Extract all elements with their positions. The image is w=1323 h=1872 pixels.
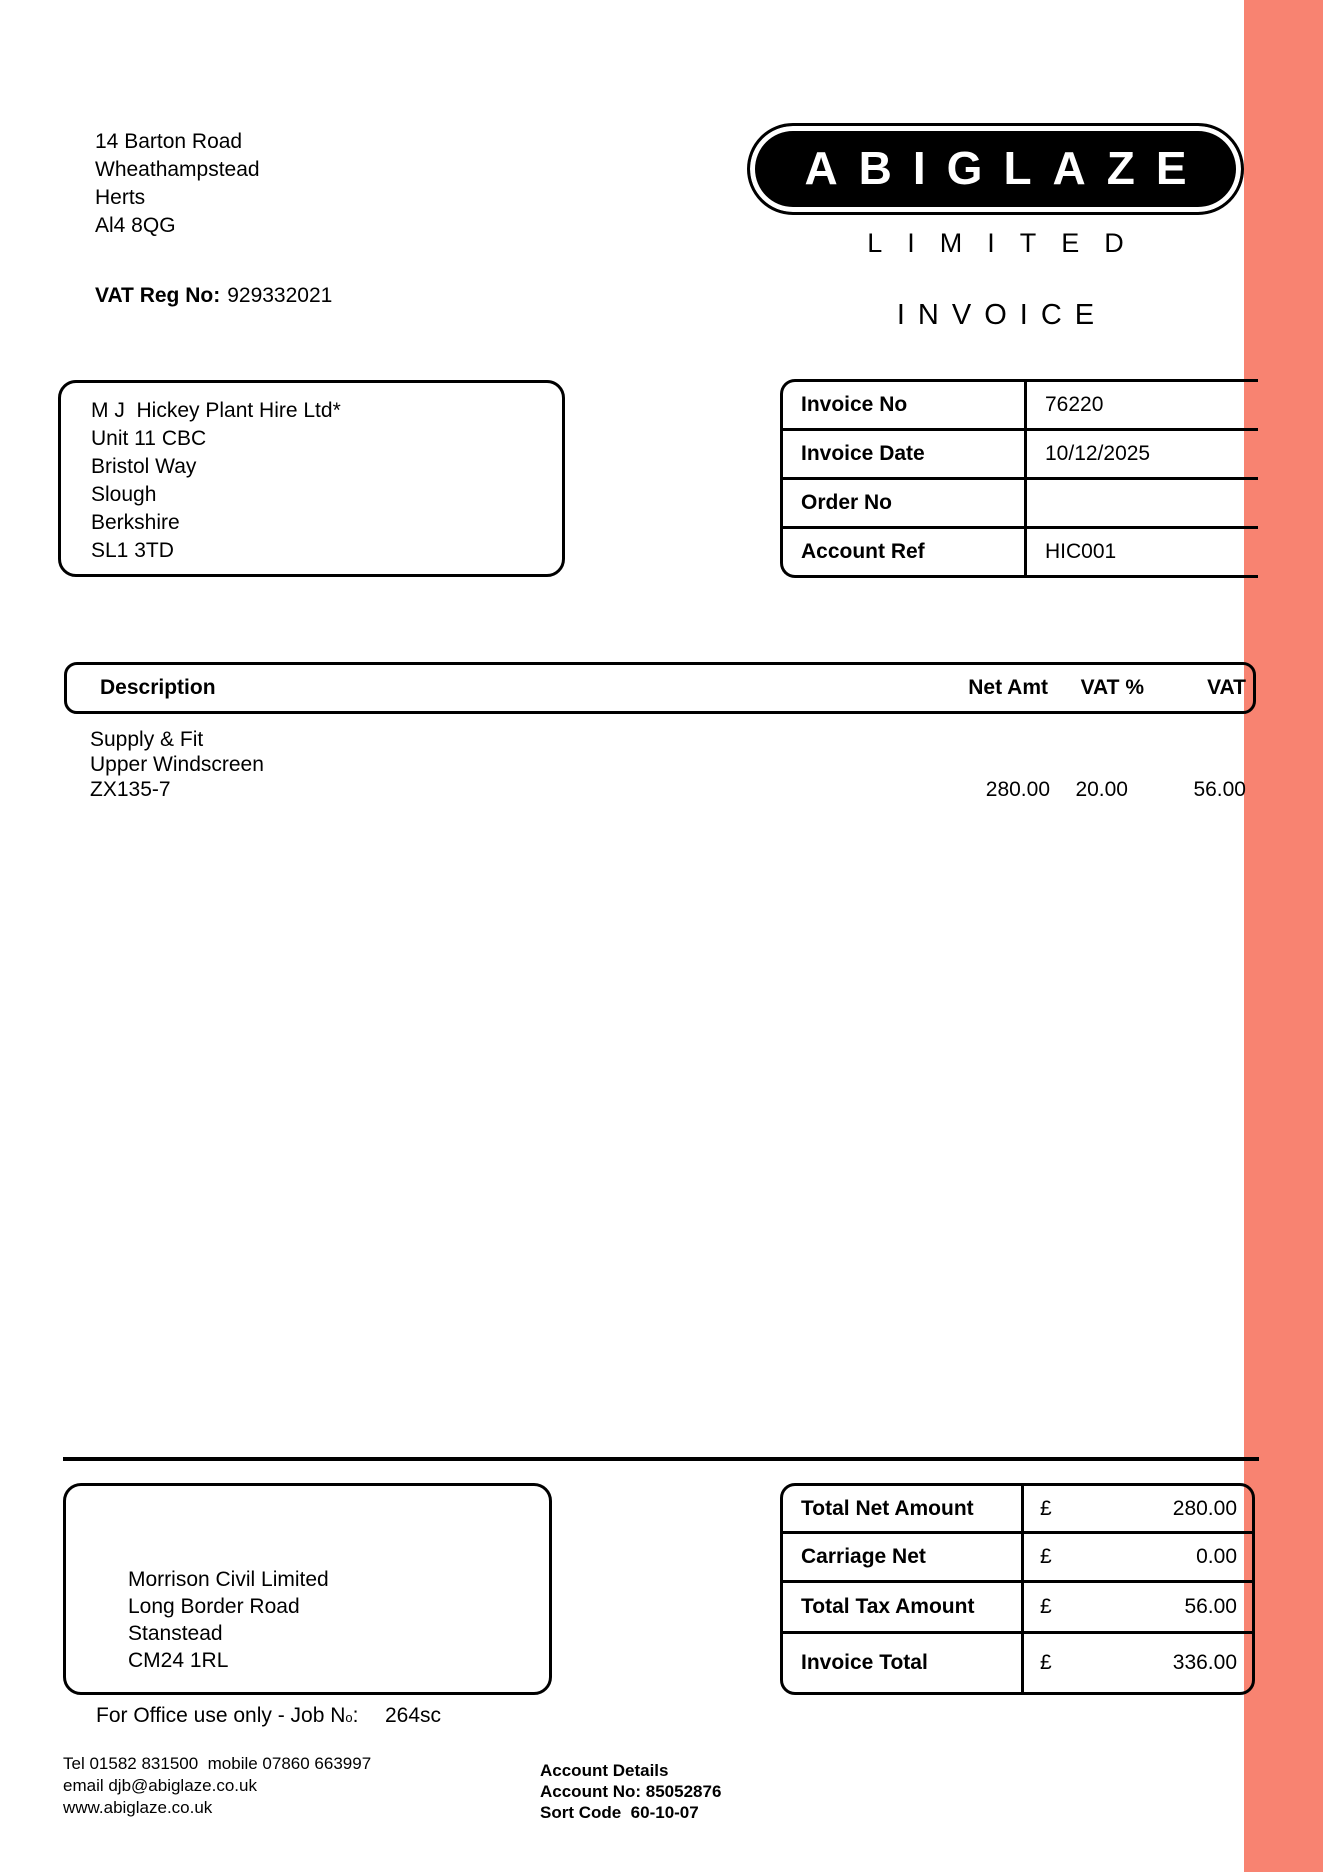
carriage-net-label: Carriage Net	[783, 1534, 1024, 1580]
description-column-header: Description	[100, 676, 216, 699]
office-use-label-colon: :	[352, 1704, 359, 1727]
currency-symbol: £	[1040, 1496, 1052, 1520]
total-tax-row	[783, 1580, 1252, 1631]
net-amt-column-header: Net Amt	[968, 676, 1048, 699]
sender-address-line: 14 Barton Road	[95, 130, 243, 153]
vat-reg-line	[95, 284, 332, 308]
invoice-date-label: Invoice Date	[783, 431, 1027, 477]
sort-code: Sort Code 60-10-07	[540, 1803, 699, 1822]
item-description	[90, 727, 264, 802]
sender-address	[95, 128, 260, 240]
account-ref-row	[783, 526, 1258, 575]
invoice-total-value: 336.00	[1172, 1651, 1237, 1674]
currency-symbol: £	[1040, 1595, 1052, 1618]
item-net-amt: 280.00	[985, 777, 1050, 801]
total-tax-value: 56.00	[1184, 1595, 1237, 1618]
contact-line: Tel 01582 831500 mobile 07860 663997	[63, 1754, 372, 1773]
invoice-date-value: 10/12/2025	[1045, 442, 1151, 465]
customer-address-line: M J Hickey Plant Hire Ltd*	[91, 399, 341, 422]
accent-stripe	[1244, 0, 1323, 1872]
contact-line: www.abiglaze.co.uk	[63, 1798, 213, 1817]
total-net-value: 280.00	[1172, 1496, 1237, 1520]
invoice-no-row	[783, 382, 1258, 428]
total-tax-label: Total Tax Amount	[783, 1583, 1024, 1631]
total-net-row	[783, 1486, 1252, 1531]
customer-address-box	[58, 380, 565, 577]
account-ref-label: Account Ref	[783, 529, 1027, 575]
item-description-line: ZX135-7	[90, 778, 171, 801]
account-details	[540, 1760, 721, 1823]
sender-address-line: Wheathampstead	[95, 158, 260, 181]
total-net-label: Total Net Amount	[783, 1486, 1024, 1531]
carriage-net-value: 0.00	[1196, 1545, 1237, 1568]
item-description-line: Upper Windscreen	[90, 753, 264, 776]
currency-symbol: £	[1040, 1545, 1052, 1568]
order-no-row	[783, 477, 1258, 526]
vat-reg-label: VAT Reg No:	[95, 284, 221, 307]
delivery-address-line: Stanstead	[128, 1622, 223, 1645]
logo-subtitle: LIMITED	[867, 228, 1149, 258]
job-number-value: 264sc	[385, 1704, 442, 1727]
currency-symbol: £	[1040, 1651, 1052, 1674]
carriage-net-row	[783, 1531, 1252, 1580]
order-no-label: Order No	[783, 480, 1027, 526]
delivery-address-box	[63, 1483, 552, 1695]
sender-address-line: Al4 8QG	[95, 214, 176, 237]
invoice-no-label: Invoice No	[783, 382, 1027, 428]
logo-text: ABIGLAZE	[804, 142, 1208, 194]
customer-address-line: SL1 3TD	[91, 539, 174, 562]
customer-address-line: Bristol Way	[91, 455, 197, 478]
delivery-address-line: Long Border Road	[128, 1595, 300, 1618]
customer-address-line: Slough	[91, 483, 157, 506]
totals-table	[780, 1483, 1255, 1695]
vat-column-header: VAT	[1207, 676, 1246, 699]
delivery-address-line: Morrison Civil Limited	[128, 1568, 329, 1591]
sender-address-line: Herts	[95, 186, 146, 209]
items-table-header	[64, 662, 1256, 714]
item-vat-percent: 20.00	[1075, 777, 1128, 801]
account-details-title: Account Details	[540, 1761, 669, 1780]
company-logo	[747, 123, 1244, 215]
contact-line: email djb@abiglaze.co.uk	[63, 1776, 257, 1795]
delivery-address-line: CM24 1RL	[128, 1649, 229, 1672]
item-description-line: Supply & Fit	[90, 728, 204, 751]
footer-contact	[63, 1753, 371, 1819]
vat-reg-value: 929332021	[227, 284, 333, 307]
office-use-note	[96, 1704, 358, 1728]
invoice-no-value: 76220	[1045, 393, 1104, 416]
invoice-date-row	[783, 428, 1258, 477]
office-use-label: For Office use only - Job N	[96, 1704, 346, 1727]
invoice-info-table	[780, 379, 1258, 578]
item-vat-amount: 56.00	[1193, 777, 1246, 801]
account-ref-value: HIC001	[1045, 540, 1117, 563]
invoice-total-row	[783, 1631, 1252, 1692]
account-number: Account No: 85052876	[540, 1782, 722, 1801]
vat-percent-column-header: VAT %	[1080, 676, 1144, 699]
office-use-label-sub: o	[345, 1710, 353, 1725]
invoice-total-label: Invoice Total	[783, 1634, 1024, 1692]
order-no-value	[1027, 480, 1045, 526]
customer-address-line: Berkshire	[91, 511, 180, 534]
customer-address-line: Unit 11 CBC	[91, 427, 207, 450]
separator-rule	[63, 1457, 1259, 1461]
document-title: INVOICE	[896, 299, 1108, 331]
